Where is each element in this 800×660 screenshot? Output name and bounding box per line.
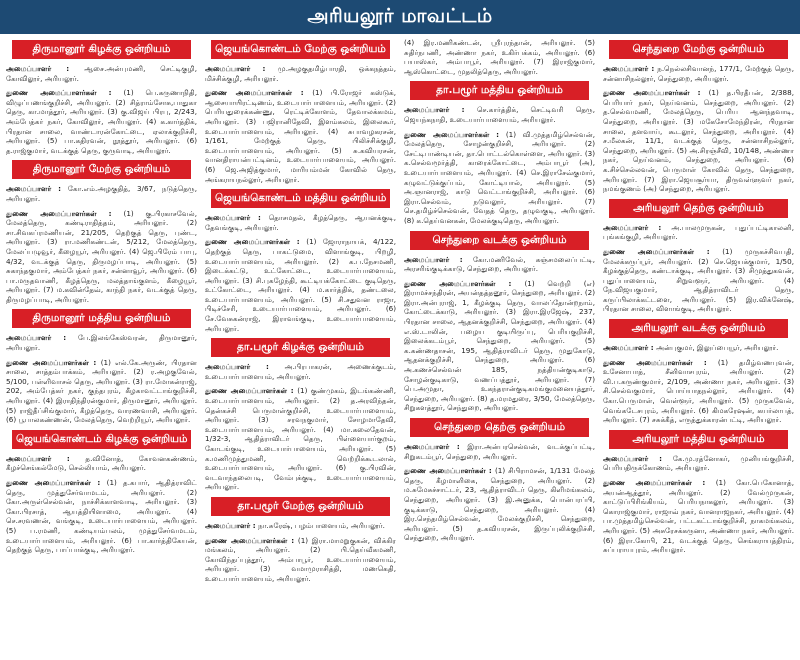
secretary-line: [603, 343, 794, 353]
secretary-line: [603, 454, 794, 473]
deputies-line: [6, 88, 197, 155]
union-section: [404, 418, 595, 543]
district-title: அரியலூர் மாவட்டம்: [307, 4, 493, 27]
deputies-line: [205, 88, 396, 184]
secretary-line: [205, 213, 396, 232]
union-heading: ஜெயங்கொண்டம் மேற்கு ஒன்றியம்: [211, 40, 390, 59]
union-heading: செந்துறை வடக்கு ஒன்றியம்: [410, 231, 589, 250]
secretary-text: இரா.அன்பரசெல்வன், வடக்குப்பட்டி, சிறுகடம்பூர், செந்துறை, அரியலூர்.: [404, 442, 595, 461]
secretary-label: அமைப்பாளர் :: [205, 520, 259, 530]
union-section: [404, 231, 595, 414]
deputies-line: [6, 478, 197, 555]
union-section: [603, 430, 794, 555]
deputies-label: துணை அமைப்பாளர்கள் :: [404, 278, 525, 288]
union-heading: தா.பழூர் மத்திய ஒன்றியம்: [410, 81, 589, 100]
union-heading: ஜெயங்கொண்டம் மத்திய ஒன்றியம்: [211, 189, 390, 208]
deputies-label: துணை அமைப்பாளர்கள் :: [404, 466, 495, 476]
deputies-label: துணை அமைப்பாளர்கள் :: [603, 478, 716, 487]
union-section: [205, 40, 396, 184]
deputies-line: [205, 237, 396, 333]
deputies-label: துணை அமைப்பாளர்கள் :: [6, 208, 124, 218]
union-heading: தா.பழூர் மேற்கு ஒன்றியம்: [211, 497, 390, 516]
secretary-line: [404, 442, 595, 461]
deputies-label: துணை அமைப்பாளர்கள் :: [6, 88, 124, 98]
secretary-label: அமைப்பாளர் :: [603, 64, 658, 73]
secretary-label: அமைப்பாளர் :: [404, 442, 468, 451]
deputies-label: துணை அமைப்பாளர்கள் :: [205, 535, 298, 545]
union-heading: தா.பழூர் கிழக்கு ஒன்றியம்: [211, 338, 390, 357]
union-section: [205, 338, 396, 492]
secretary-line: [603, 223, 794, 242]
secretary-label: அமைப்பாளர் :: [205, 213, 269, 223]
deputies-label: துணை அமைப்பாளர்கள் :: [6, 357, 101, 367]
secretary-label: அமைப்பாளர் :: [603, 222, 672, 232]
union-heading: திருமானூர் மேற்கு ஒன்றியம்: [12, 160, 191, 179]
secretary-line: [205, 64, 396, 83]
secretary-text: கோ.எம்.அழகுதித், 3/67, நடுத்தெரு, அரியலூர்.: [6, 184, 197, 203]
column-4: [603, 38, 794, 658]
column-3: [404, 38, 595, 658]
secretary-line: [6, 184, 197, 203]
union-section: [404, 81, 595, 225]
deputies-text: (1) பெ.கருணாநிதி, விழுப்பணங்குறிச்சி, அரியலூர். (2) சித்ராம்சோசு,பாதுகா தெரு, கா.மாத்தூர், அரியலூர். (3) கு.விஜய் பிரபு, 2/243, அம்பேத்கர் நகர், கோவிலூர், அரியலூர். (4) க.கார்த்திக், பிரதான சாலை, வாண்டாரன்கோட்டை, ஏலாக்குறிச்சி, அரியலூர். (5) பா.கதிரவன், நூத்தூர், அரியலூர். (6) த.ராஜ்குமார், வடக்குத் தெரு, குருவாடி, அரியலூர்.: [6, 88, 197, 155]
union-section: [6, 40, 197, 155]
union-heading: ஜெயங்கொண்டம் கிழக்கு ஒன்றியம்: [12, 430, 191, 449]
union-section: [6, 160, 197, 304]
column-1: [6, 38, 197, 658]
secretary-text: பே.இலங்கேஸ்வரன், திருமானூர், அரியலூர்.: [6, 333, 197, 353]
union-heading: திருமானூர் கிழக்கு ஒன்றியம்: [12, 40, 191, 59]
secretary-text: த.வினோத், கோவனகண்ணம், கீழச்செங்கல்மேடு, செல்லியாம், அரியலூர்.: [6, 453, 197, 473]
union-section: [404, 38, 595, 76]
deputies-text: (1) த.கபார், ஆதித்ராவிட் தெரு, முத்துசேர்வாமடம், அரியலூர். (2) கோ.அருள்செல்வன், நாச்சிக்காளவாடி, அரியலூர். (3) கோ.பிரசாத், ஆயத்தியிளாமை, அரியலூர். (4) செ.சரவணன், வங்குடி, உடையார்பாளையம், அரியலூர். (5) ப.ரமணி, கண்டியம்பலம், முத்துசேர்வமடம், உடையார்பாளையம், அரியலூர். (6) பா.கார்த்திகேயன், தெற்குத் தெரு, பாப்பாக்குடி, அரியலூர்.: [6, 478, 197, 555]
deputies-text: (1) கோ.பெகோனாத், அயன்ஆத்தூர், அரியலூர். (2) வேல்முருகன், காட்டுப்பிரிங்கியம், பெரியநாகலூர், அரியலூர். (3) கொராஜ்குமார், ராஜாவ் நகர், வானராஜநகர், அரியலூர். (4) பா.முத்தமிழ்செல்வன், பட்டகட்டாங்குறிச்சி, நாகமங்கலம், அரியலூர். (5) அசுரேசக்கருனா, அண்ணா நகர், அரியலூர். (6) இரா.கோபி, 21, வடக்குத் தெரு, செங்கராயத்திரம், சுப்பராயபுரம், அரியலூர்.: [603, 478, 794, 555]
deputies-line: [404, 466, 595, 543]
union-heading: அரியலூர் மத்திய ஒன்றியம்: [609, 430, 788, 449]
secretary-text: செ.கார்த்திக், செட்டிவரி தெரு, ஜெயந்கநாதி, உடையார்பாளையம், அரியலூர்.: [404, 105, 595, 124]
secretary-label: அமைப்பாளர் :: [404, 105, 477, 115]
deputies-line: [603, 478, 794, 555]
union-section: [6, 309, 197, 424]
union-section: [6, 430, 197, 555]
deputies-text: (1) இரா.மாமறுகுகன், விக்கிர மங்கலம், அரியலூர். (2) பி.தெய்வீகமணி, கோவிந்தப்புத்தூர், அம்பாபூர், உடையார்பாளையம், அரியலூர். (3) வமாமுராசித்தி, மணகெதி, உடையார்பாளையம், அரியலூர்.: [205, 535, 396, 583]
secretary-text: ஆசை.அன்புமணி, செட்டிகுழி, கோவிலூர், அரியலூர்.: [6, 64, 197, 83]
deputies-text: (1) கு.பிரகாசவேல், மேலத்தெரு, கண்டிராதித்தம், அரியலூர். (2) சா.சிவகப்ரமணியன், 21/205, தெற்குத் தெரு, புண்ட, அரியலூர். (3) ரா.மணிகண்டன், 5/212, மேலத்தெரு, மேலப்பழுவூர், கீழையூர், அரியலூர். (4) ஜெ.பிரேம் பாபு, 4/32, வடக்குத் தெரு, திருமழப்பாடி, அரியலூர். (5) சுகாந்தகுமார், அம்பேத்கர் நகர், சன்னாவூர், அரியலூர். (6) பா.மருதவாணி, கீழத்தெரு, மலத்தாங்குளம், கீழையூர், அரியலூர். (7) ம.கவின்தேவ், காந்தி நகர், வடக்குத் தெரு, திருமழப்பாடி, அரியலூர்.: [6, 208, 197, 304]
union-section: [205, 189, 396, 333]
deputies-line: [404, 130, 595, 226]
union-heading: திருமானூர் மத்திய ஒன்றியம்: [12, 309, 191, 328]
deputies-text: (1) வெற்றி (எ) இராமச்சந்திரன், அயன்தத்தனூர், செந்துறை, அரியலூர். (2) இரா.அன்புராஜ், 1, கீழக்குடி தெரு, வாலப்தோன்றநாம், கோட்டைக்காடு, அரியலூர். (3) இரா.இரஜேஷ், 237, பிரதான சாலை, ஆதனக்குறிச்சி, செந்துறை, அரியலூர். (4) எ.ஸ்.டாலின், பழைய குடியிருப்பு, பெரியகுறிச்சி, இலைக்கடம்பூர், செந்துறை, அரியலூர். (5) க.கண்ணதாசன், 195, ஆதித்ராவிடர் தெரு, முதுகோடு, ஆதனக்குறிச்சி, செந்துறை, அரியலூர். (6) அ.கணச்செல்வன் 185, நத்தியன்குடிகாடு, சோழன்குடிகாடு, வணப்பத்தூர், அரியலூர். (7) பெ.அமுதா, உகந்தரான்குடிகமங்குமனையத்தூர், செந்துறை, அரியலூர். (8) த.மரமதுரை, 3/50, மேலத்தெரு, சிறுகளத்தூர், செந்துறை, அரியலூர்.: [404, 278, 595, 413]
secretary-label: அமைப்பாளர் :: [205, 64, 278, 73]
deputies-line: [603, 88, 794, 194]
union-section: [603, 40, 794, 194]
union-heading: அரியலூர் தெற்கு ஒன்றியம்: [609, 199, 788, 218]
deputies-line: [205, 536, 396, 584]
deputies-text: (1) குண்முகம், இடங்கண்ணி, உடையார்பாளையம், அரியலூர். (2) த.அரவிந்தன், தென்கச்சி பெருமாள்குறிச்சி, உடையார்பாளையம், அரியலூர். (3) சரவநகுமார், சோழமாதேவி, உடையார்பாளையம், அரியலூர். (4) மா.கலைதேவன், 1/32-3, ஆதித்ராவிடர் தெரு, பிள்ளையார்குறம், கோடங்குடி, உடையார்பாளையம், அரியலூர். (5) க.மணிமுத்துமணி, வெற்றிக்கூடலால், உடையார்பாளையம், அரியலூர். (6) கு.பிரவின், வடவாந்தலைபடி, வேம்புக்குடி, உடையார்பாளையம், அரியலூர்.: [205, 386, 396, 492]
deputies-label: துணை அமைப்பாளர்கள் :: [205, 386, 298, 396]
secretary-line: [6, 333, 197, 352]
deputies-text: (1) ஜோராநாயக், 4/122, தெற்குத் தெரு, பாகட்டுமை, விளாங்குடி, பிறழி, உடையார்பாளையம், அரியலூர். (2) க.ப.நேசமணி, இடைக்கட்டு, உட்கோட்டை, உடையார்பாளையம், அரியலூர். (3) சி.புகழேந்தி, கூட்டியக்கோட்டை குடிதெரு, உட்கோட்டை, அரியலூர். (4) ம.கார்த்திக், தண்டலை, உடையார்பாளையம், அரியலூர். (5) சி.சதுவன ராஜா, பிடிச்சேரி, உடையார்பாளையம், அரியலூர். (6) சே.வேசுகன்ராஜ், இராவங்குடி, உடையார்பாளையம், அரியலூர்.: [205, 237, 396, 333]
deputies-line: [6, 209, 197, 305]
deputies-label: துணை அமைப்பாளர்கள் :: [603, 88, 709, 98]
union-section: [205, 497, 396, 584]
secretary-label: அமைப்பாளர் :: [603, 343, 657, 353]
secretary-line: [603, 64, 794, 83]
deputies-text: (1) தமிழ்வணபுவன், உசேனாபாத், சீனிவாசபுரம், அரியலூர். (2) வி.ப.கருண்குமார், 2/109, அண்ணா நகர், அரியலூர். (3) சி.செல்வகுமார், பொய்யாதநல்லூர், அரியலூர். (4) கோ.பெருமாள், வெள்ளூர், அரியலூர். (5) முருகவேல், வெங்கடேசபுரம், அரியலூர். (6) கிமகரேஷன், கயர்லாபத், அரியலூர். (7) சசுக்கீத், எருத்துக்காரன்பட்டி, அரியலூர்.: [603, 357, 794, 425]
secretary-line: [404, 255, 595, 274]
column-2: [205, 38, 396, 658]
district-banner: [0, 0, 800, 34]
secretary-line: [6, 454, 197, 473]
secretary-line: [205, 521, 396, 531]
secretary-label: அமைப்பாளர் :: [205, 362, 285, 372]
deputies-line: [6, 358, 197, 425]
union-heading: செந்துறை மேற்கு ஒன்றியம்: [609, 40, 788, 59]
deputies-text: (1) சிபிராமசன், 1/131 மேலத் தெரு, கீழமாளிகை, செந்துறை, அரியலூர். (2) ம.சுமேசுச்சாட்டர், 23, ஆதித்ராவிடர் தெரு, கிளிமங்கலம், செந்துறை, அரியலூர். (3) இ.அனுக்க, பொன்பரப்பி, குடிக்காடு, செந்துறை, அரியலூர். (4) இர.செந்தமிழ்செல்வன், மேலக்குறிச்சி, செந்துறை, அரியலூர். (5) த.கவியரசன், இருப்புலிக்குறிச்சி, செந்துறை, அரியலூர்.: [404, 466, 595, 543]
secretary-text: அ.பாலமுருகன், புதுப்பட்டிகாலனி, புங்கங்குழி, அரியலூர்.: [603, 222, 794, 242]
deputies-text: (1) வி.முத்தமிழ்செல்வன், மேலத்தெரு, சோழன்குறிச்சி, அரியலூர். (2) சேட்டிபாண்டியன், தா.பொட்டல்கொள்ளை, அரியலூர். (3) க.செல்வமூர்த்தி, காரைக்கோட்டை, அம்பாபூர் (அ), உடையார்பாளையம், அரியலூர். (4) செ.இராசேவ்குமார், கழுவட்டுக்குப்பம், கோட்டியால், அரியலூர். (5) அ.ஞானராஜ், காடு வெட்டாங்குறிச்சி, அரியலூர். (6) இரா.செல்வம், நடுவலூர், அரியலூர். (7) செ.தமிழ்ச்செல்வன், வேதத் தெரு, தழுவகுடி, அரியலூர். (8) க.தெய்வனகன், மேலக்குடிதெரு, அரியலூர்.: [404, 129, 595, 225]
secretary-text: அ.பிரபாகரன், அணைக்குடம், உடையார்பாளையம், அரியலூர்.: [205, 362, 396, 381]
deputies-line: [404, 279, 595, 413]
deputies-label: துணை அமைப்பாளர்கள் :: [603, 357, 718, 367]
secretary-label: அமைப்பாளர் :: [404, 254, 474, 264]
secretary-text: அன்புகுமர், இலுப்பையூர், அரியலூர்.: [656, 343, 779, 353]
deputies-label: துணை அமைப்பாளர்கள் :: [6, 478, 107, 487]
deputies-label: துணை அமைப்பாளர்கள் :: [205, 237, 307, 247]
secretary-label: அமைப்பாளர் :: [6, 184, 68, 194]
deputies-text: (1) முருகச்சிவபதி, மேலக்கருப்பூர், அரியலூர். (2) செ.ஜெயக்குமார், 1/50, கீழக்குத்தெரு, கண்டாக்குடி, அரியலூர். (3) சிமுத்துகவன், புதுப்பாளையம், சிறுவளூர், அரியலூர். (4) நே.விஜயகுமார், ஆதித்ராவிடர் தெரு, கருப்பிலாக்கட்டளை, அரியலூர். (5) இர.விக்னேஷ், பிரதான சாலை, விளாங்குடி, அரியலூர்.: [603, 246, 794, 314]
secretary-label: அமைப்பாளர் :: [603, 453, 673, 463]
secretary-label: அமைப்பாளர் :: [6, 64, 85, 73]
union-section: [603, 319, 794, 425]
deputies-line: [404, 38, 595, 76]
deputies-label: துணை அமைப்பாளர்கள் :: [205, 88, 313, 98]
deputies-label: துணை அமைப்பாளர்கள் :: [603, 246, 723, 256]
deputies-line: [205, 386, 396, 492]
secretary-text: கோ.மணிவேல், கஞ்சமலைப்பட்டி, அரசரிங்குடிக்காடு, செந்துறை, அரியலூர்.: [404, 254, 595, 274]
union-section: [603, 199, 794, 314]
union-heading: செந்துறை தெற்கு ஒன்றியம்: [410, 418, 589, 437]
columns-container: [6, 38, 796, 658]
secretary-text: மு.அழகுதமிழ்பாரதி, ஒக்கநத்தம், மிச்சிக்குழி, அரியலூர்.: [205, 64, 396, 83]
deputies-text: (1) பி.ரோஜர் கஸ்டுக், ஆசையாயிரட்டிணம், உடையார்பாளையம், அரியலூர். (2) பெரியதுரைக்கண்ணு, ரெட்டிக்கோளம், தேவாலக்கமம், அரியலூர். (3) பஜிரானிதேவி, இளம்கலம், இலைகூர், உடையார்பாளையம், அரியலூர். (4) சுபாவழகரசன், 1/161, மேற்குத் தெரு, பிலிச்சிக்குழி, உடையார்பாளையம், அரியலூர். (5) சு.கவியரசன், வானதிராயன்பட்டினம், உடையார்பாளையம், அரியலூர். (6) ஜெ.அஜித்குமார், மாரியம்மன் கோவில் தெரு, அங்கராயநல்லூர், அரியலூர்.: [205, 88, 396, 184]
secretary-line: [205, 362, 396, 381]
secretary-text: தொசமதல், கீழத்தெரு, ஆயனக்குடி, தேவங்குடி, அரியலூர்.: [205, 213, 396, 232]
deputies-text: (4) இர.மணிகண்டன், ஸ்ரீபுரந்தான், அரியலூர். (5) சுதிர்நபணி, அண்ணா நகர், உகிர்பக்கம், அரியலூர். (6) பயாஸ்கர், அம்பாபூர், அரியலூர். (7) இராஜ்குமார், ஆஸ்கொட்டை, முதலித்தெரு, அரியலூர்.: [404, 38, 595, 76]
secretary-label: அமைப்பாளர் :: [6, 333, 78, 343]
deputies-label: துணை அமைப்பாளர்கள் :: [404, 129, 506, 139]
secretary-text: நா.சுரேஷ், பழம்பாளையம், அரியலூர்.: [258, 520, 385, 530]
secretary-label: அமைப்பாளர் :: [6, 453, 86, 463]
deputies-line: [603, 247, 794, 314]
union-heading: அரியலூர் வடக்கு ஒன்றியம்: [609, 319, 788, 338]
deputies-line: [603, 358, 794, 425]
secretary-line: [6, 64, 197, 83]
secretary-line: [404, 105, 595, 124]
deputies-text: (1) த.பிரதீபன், 2/388, பெரியார் நகர், நெய்வனம், செந்துறை, அரியலூர். (2) த.செல்வமணி, மேலத்தெரு, பெரிய ஆனந்தவாடி, செந்துறை, அரியலூர். (3) மகேசோமேந்திரன், பிரதான சாலை, தளவாய், கூடலூர், செந்துறை, அரியலூர். (4) ச.மீலகன், 11/1, வடக்குத் தெரு, சன்னாசிநல்லூர், செந்துறை, அரியலூர். (5) அ.சிரஞ்சீவி, 10/148, அண்ணா நகர், நெய்வனம், செந்துறை, அரியலூர். (6) க.சிச்செல்லவன், பெருமாள் கோவில் தெரு, செந்துறை, அரியலூர். (7) இரா.ஜெயசூர்யா, திருவள்ளுவர் நகர், நமங்குணம் (அ) செந்துறை, அரியலூர்.: [603, 88, 794, 194]
secretary-text: ந.நெல்லசிவானந், 177/1, மேற்குத் தெரு, சன்னாசிநல்லூர், செந்துறை, அரியலூர்.: [603, 64, 794, 83]
secretary-text: கே.மு.ரத்னோகர், முனியங்குறிச்சி, பெரியதிருக்கோணம், அரியலூர்.: [603, 453, 794, 473]
deputies-text: (1) எல்.கே.அருண், பிரதான சாலை, சாத்தம்பாக்கம், அரியலூர். (2) ர.அழகுவேல், 5/100, பள்ளிவாசல் தெரு, அரியலூர். (3) ரா.மோகன்ராஜ், 202, அம்பேத்கர் நகர், குந்தபுரம், கீழகாவட்டாங்குறிச்சி, அரியலூர். (4) இராதிந்திரன்குமார், திருமானூர், அரியலூர். (5) ராஜ்தீப்சிங்குமார், கீழத்தெரு, வாரணவாசி, அரியலூர். (6) பூபாலகண்ணன், மேலத்தெரு, வெற்றியூர், அரியலூர்.: [6, 357, 197, 425]
